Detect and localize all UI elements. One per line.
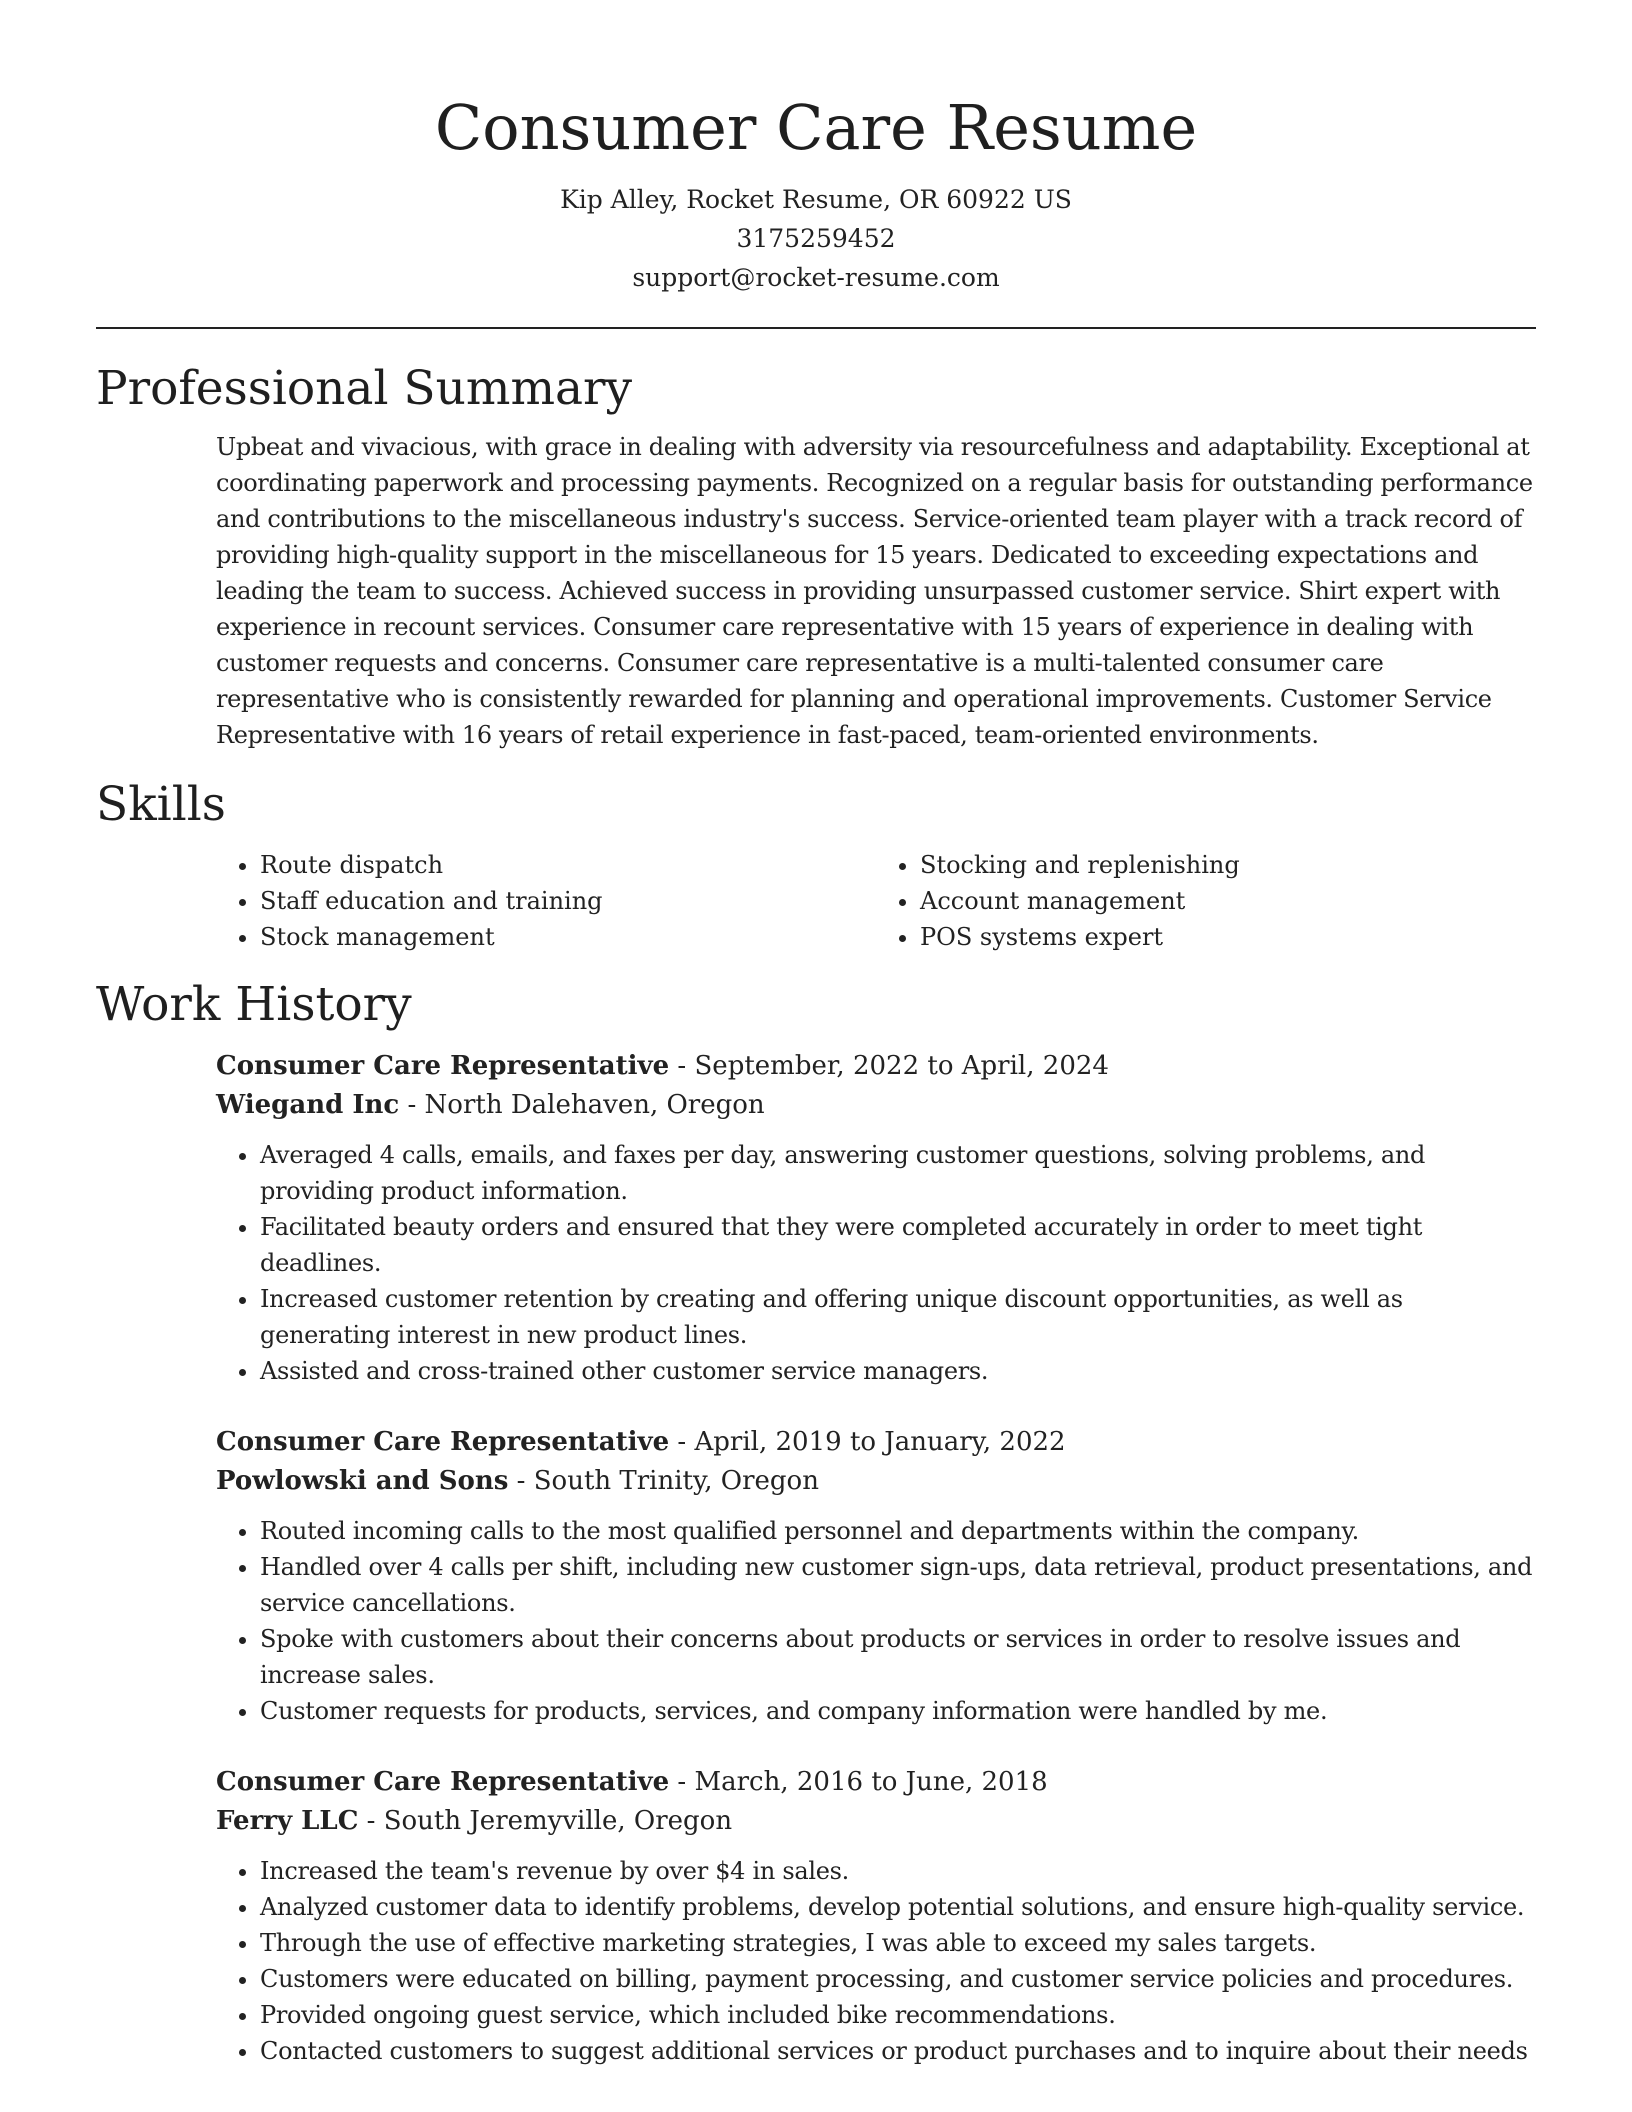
resume-header: [96, 0, 1536, 297]
skills-column-right: [876, 847, 1536, 955]
skills-section: [96, 775, 1536, 955]
job-bullet: • Through the use of effective marketing strategies, I was able to exceed my sales targets.: [260, 1925, 1536, 1961]
skill-item: • Stock management: [260, 919, 876, 955]
job-dates: March, 2016 to June, 2018: [694, 1767, 1048, 1797]
job-title: Consumer Care Representative: [216, 1427, 670, 1457]
job-company-line: [216, 1802, 1536, 1841]
job-company: Powlowski and Sons: [216, 1466, 509, 1496]
skill-item: • Staff education and training: [260, 883, 876, 919]
job-location: South Jeremyville, Oregon: [383, 1806, 733, 1836]
skills-heading: Skills: [96, 777, 226, 832]
resume-title: Consumer Care Resume: [434, 91, 1198, 164]
job-bullet: • Provided ongoing guest service, which included bike recommendations.: [260, 1997, 1536, 2033]
job-location: North Dalehaven, Oregon: [424, 1090, 765, 1120]
job-company-line: [216, 1086, 1536, 1125]
job-bullet: • Facilitated beauty orders and ensured that they were completed accurately in order to meet tight deadlines.: [260, 1209, 1536, 1281]
job-dates: April, 2019 to January, 2022: [694, 1427, 1066, 1457]
summary-section: [96, 359, 1536, 753]
work-history-section: [96, 975, 1536, 2069]
job-entry: [216, 1423, 1536, 1729]
skill-item: • POS systems expert: [920, 919, 1536, 955]
contact-email: support@rocket-resume.com: [632, 263, 1000, 292]
job-bullet: • Assisted and cross-trained other customer service managers.: [260, 1353, 1536, 1389]
job-dates: September, 2022 to April, 2024: [694, 1051, 1109, 1081]
job-entry: [216, 1763, 1536, 2069]
job-title: Consumer Care Representative: [216, 1767, 670, 1797]
job-entry: [216, 1047, 1536, 1389]
job-bullet: • Handled over 4 calls per shift, including new customer sign-ups, data retrieval, product presentations, and service cancellations.: [260, 1549, 1536, 1621]
job-title-line: [216, 1763, 1536, 1802]
summary-heading: Professional Summary: [96, 361, 633, 416]
job-bullet: • Analyzed customer data to identify problems, develop potential solutions, and ensure high-quality service.: [260, 1889, 1536, 1925]
skills-list: [216, 847, 1536, 955]
job-bullet: • Increased the team's revenue by over $4 in sales.: [260, 1853, 1536, 1889]
job-company: Ferry LLC: [216, 1806, 359, 1836]
job-bullet: • Averaged 4 calls, emails, and faxes per day, answering customer questions, solving problems, and providing product information.: [260, 1137, 1536, 1209]
contact-phone: 3175259452: [736, 224, 896, 253]
separator: -: [358, 1806, 384, 1836]
header-divider: [96, 327, 1536, 329]
job-bullet-list: [216, 1137, 1536, 1389]
skill-item: • Stocking and replenishing: [920, 847, 1536, 883]
job-bullet: • Increased customer retention by creating and offering unique discount opportunities, as well as generating interest in new product lines.: [260, 1281, 1536, 1353]
job-title: Consumer Care Representative: [216, 1051, 670, 1081]
contact-address: Kip Alley, Rocket Resume, OR 60922 US: [560, 185, 1072, 214]
job-company-line: [216, 1462, 1536, 1501]
contact-info: [96, 180, 1536, 297]
job-bullet-list: [216, 1853, 1536, 2069]
job-title-line: [216, 1047, 1536, 1086]
separator: -: [508, 1466, 534, 1496]
resume-page: [96, 0, 1536, 2069]
skills-column-left: [216, 847, 876, 955]
separator: -: [669, 1767, 695, 1797]
job-bullet-list: [216, 1513, 1536, 1729]
job-bullet: • Customer requests for products, services, and company information were handled by me.: [260, 1693, 1536, 1729]
job-bullet: • Customers were educated on billing, payment processing, and customer service policies and procedures.: [260, 1961, 1536, 1997]
summary-text: Upbeat and vivacious, with grace in dealing with adversity via resourcefulness and adaptability. Exceptional at coordinating paperwork and processing payments. Recognized on a regular basis for outstanding performance and contributions to the miscellaneous industry's success. Service-oriented team player with a track record of providing high-quality support in the miscellaneous for 15 years. Dedicated to exceeding expectations and leading the team to success. Achieved success in providing unsurpassed customer service. Shirt expert with experience in recount services. Consumer care representative with 15 years of experience in dealing with customer requests and concerns. Consumer care representative is a multi-talented consumer care representative who is consistently rewarded for planning and operational improvements. Customer Service Representative with 16 years of retail experience in fast-paced, team-oriented environments.: [216, 433, 1533, 749]
job-location: South Trinity, Oregon: [533, 1466, 819, 1496]
job-title-line: [216, 1423, 1536, 1462]
skill-item: • Route dispatch: [260, 847, 876, 883]
separator: -: [669, 1051, 695, 1081]
separator: -: [399, 1090, 425, 1120]
job-bullet: • Spoke with customers about their concerns about products or services in order to resolve issues and increase sales.: [260, 1621, 1536, 1693]
separator: -: [669, 1427, 695, 1457]
job-bullet: • Routed incoming calls to the most qualified personnel and departments within the company.: [260, 1513, 1536, 1549]
job-bullet: • Contacted customers to suggest additional services or product purchases and to inquire about their needs: [260, 2033, 1536, 2069]
work-history-heading: Work History: [96, 977, 412, 1032]
skill-item: • Account management: [920, 883, 1536, 919]
job-company: Wiegand Inc: [216, 1090, 400, 1120]
